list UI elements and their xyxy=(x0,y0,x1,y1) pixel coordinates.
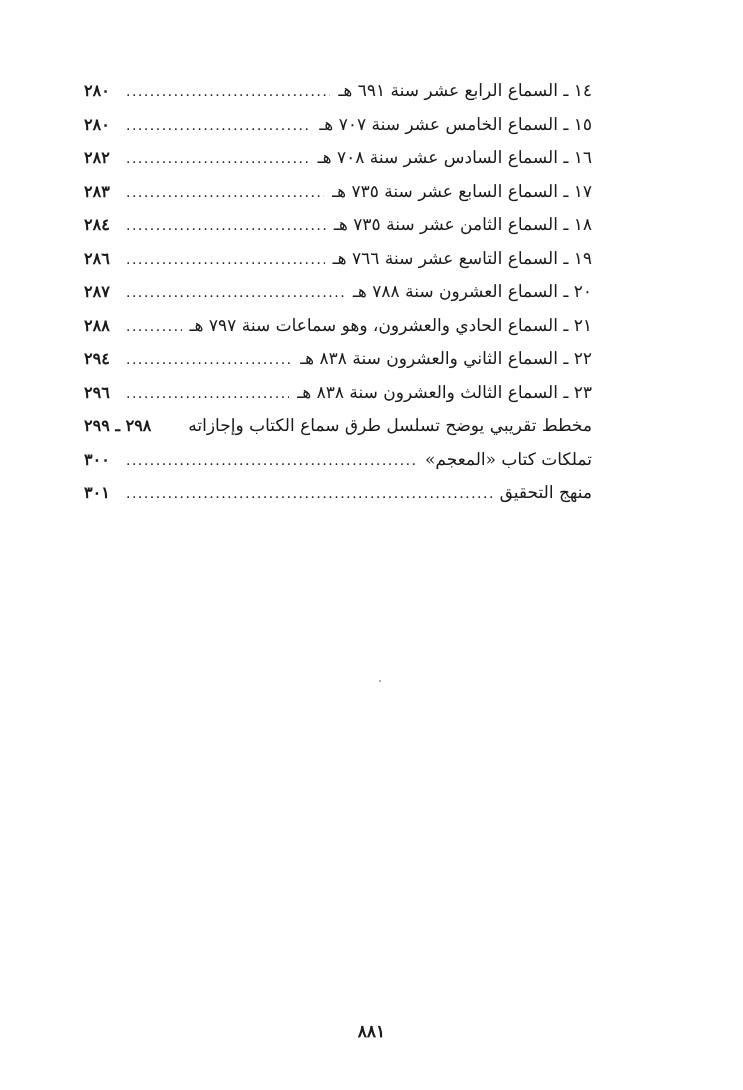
toc-dot-leader xyxy=(126,143,310,177)
toc-entry-page: ٢٨٤ xyxy=(84,215,110,234)
toc-entry xyxy=(84,409,592,443)
toc-entry-page: ٢٨٧ xyxy=(84,282,110,301)
toc-dot-leader xyxy=(126,177,324,211)
toc-entry-title: ٢٠ ـ السماع العشرون سنة ٧٨٨ هـ xyxy=(352,282,592,302)
toc-entry xyxy=(84,309,592,343)
toc-entry-title: منهج التحقيق xyxy=(499,483,592,503)
toc-entry-page: ٢٨٠ xyxy=(84,114,110,134)
toc-entry-page: ٣٠٠ xyxy=(84,449,110,469)
toc-entry-page: ٢٩٦ xyxy=(84,382,110,402)
toc-dot-leader xyxy=(126,210,326,244)
toc-dot-leader xyxy=(126,344,292,378)
toc-entry xyxy=(84,141,592,175)
toc-dot-leader xyxy=(126,76,330,110)
toc-entry-page: ٢٨٢ xyxy=(84,148,110,167)
toc-entry xyxy=(84,376,592,410)
toc-entry xyxy=(84,242,592,276)
toc-dot-leader xyxy=(126,277,345,311)
toc-entry xyxy=(84,175,592,209)
toc-entry xyxy=(84,275,592,309)
toc-entry-title: ٢١ ـ السماع الحادي والعشرون، وهو سماعات سنة ٧٩٧ هـ xyxy=(189,315,592,336)
toc-entry-page: ٢٨٨ xyxy=(84,315,110,335)
toc-dot-leader xyxy=(126,378,289,412)
toc-entry-page: ٢٨٣ xyxy=(84,181,110,201)
toc-dot-leader xyxy=(126,311,182,345)
toc-entry-page: ٣٠١ xyxy=(84,483,110,502)
toc-entry xyxy=(84,476,592,510)
toc-entry-page: ٢٨٦ xyxy=(84,248,110,268)
toc-entry-title: ١٦ ـ السماع السادس عشر سنة ٧٠٨ هـ xyxy=(317,148,592,168)
toc-entry-title: ٢٢ ـ السماع الثاني والعشرون سنة ٨٣٨ هـ xyxy=(300,349,592,369)
toc-dot-leader xyxy=(126,445,417,479)
toc-entry xyxy=(84,108,592,142)
toc-entry-title: ١٤ ـ السماع الرابع عشر سنة ٦٩١ هـ xyxy=(338,81,592,101)
toc-entry-title: ١٩ ـ السماع التاسع عشر سنة ٧٦٦ هـ xyxy=(332,248,592,269)
scan-speck xyxy=(379,680,381,682)
toc-dot-leader xyxy=(126,110,311,144)
toc-entry xyxy=(84,443,592,477)
toc-entry-title: مخطط تقريبي يوضح تسلسل طرق سماع الكتاب وإجازاته xyxy=(188,416,592,436)
toc-entry-title: ١٥ ـ السماع الخامس عشر سنة ٧٠٧ هـ xyxy=(319,114,592,135)
page-number: ٨٨١ xyxy=(357,1022,386,1042)
toc-entry-page: ٢٩٤ xyxy=(84,349,110,368)
toc-entry-page: ٢٩٨ ـ ٢٩٩ xyxy=(84,416,152,435)
toc-entry-page: ٢٨٠ xyxy=(84,81,110,100)
toc-entry-title: تملكات كتاب «المعجم» xyxy=(425,449,592,470)
toc-entry-title: ١٧ ـ السماع السابع عشر سنة ٧٣٥ هـ xyxy=(332,181,592,202)
toc-entry xyxy=(84,342,592,376)
toc-entry xyxy=(84,74,592,108)
table-of-contents xyxy=(84,74,592,510)
toc-dot-leader xyxy=(126,478,492,512)
toc-entry-title: ١٨ ـ السماع الثامن عشر سنة ٧٣٥ هـ xyxy=(333,215,592,235)
toc-dot-leader xyxy=(126,244,325,278)
toc-entry-title: ٢٣ ـ السماع الثالث والعشرون سنة ٨٣٨ هـ xyxy=(297,382,592,403)
toc-entry xyxy=(84,208,592,242)
